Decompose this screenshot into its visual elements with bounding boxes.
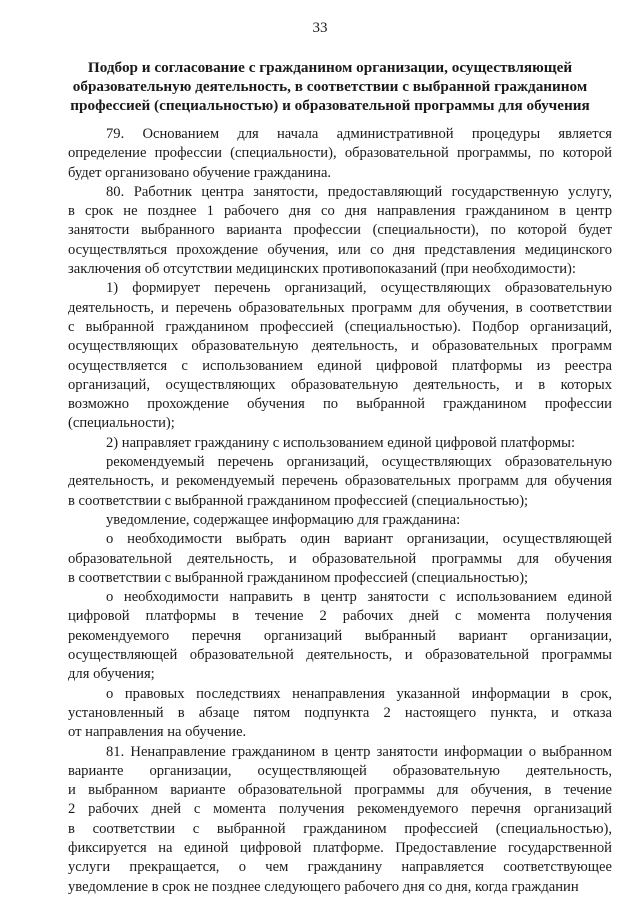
paragraph (68, 588, 612, 684)
paragraph-line: о правовых последствиях ненаправления указанной информации в срок, (106, 685, 612, 702)
paragraph-line: 2) направляет гражданину с использованием единой цифровой платформы: (106, 434, 575, 451)
paragraph-line: определение профессии (специальности), образовательной программы, по которой (68, 145, 612, 162)
paragraph (68, 279, 612, 433)
paragraph (68, 453, 612, 511)
paragraph-line: 1) формирует перечень организаций, осуществляющих образовательную (106, 280, 612, 297)
paragraph-line: будет организовано обучение гражданина. (68, 164, 332, 181)
paragraph (68, 125, 612, 183)
page-number: 33 (312, 20, 328, 36)
paragraph-line: варианте организации, осуществляющей образовательную деятельность, (68, 762, 612, 779)
paragraph-line: деятельность, и перечень образовательных программ для обучения, в соответствии (68, 299, 612, 316)
paragraph (68, 511, 612, 530)
paragraph-line: деятельность, и рекомендуемый перечень образовательных программ для обучения (68, 473, 612, 490)
paragraph-line: (специальности); (68, 415, 175, 432)
paragraph-line: и выбранном варианте образовательной программы для обучения, в течение (68, 782, 612, 799)
paragraph-line: образовательной деятельность, и образовательной программы для обучения (68, 550, 612, 567)
paragraph-line: 81. Ненаправление гражданином в центр занятости информации о выбранном (106, 743, 612, 760)
paragraph-line: 79. Основанием для начала административной процедуры является (106, 126, 612, 142)
paragraph-line: осуществляется с использованием единой цифровой платформы из реестра (68, 357, 612, 374)
paragraph-line: о необходимости направить в центр занятости с использованием единой (106, 589, 612, 606)
paragraph-line: 2 рабочих дней с момента получения рекомендуемого перечня организаций (68, 801, 612, 818)
paragraph-line: организаций, осуществляющих образовательную деятельность, и в которых (68, 376, 612, 393)
paragraph-line: для обучения; (68, 666, 155, 683)
heading-line: образовательную деятельность, в соответствии с выбранной гражданином (72, 78, 588, 95)
paragraph-line: уведомление в срок не позднее следующего рабочего дня со дня, когда гражданин (68, 878, 579, 895)
paragraph-line: с выбранной гражданином профессией (специальностью). Подбор организаций, (68, 318, 612, 335)
paragraph-line: фиксируется на единой цифровой платформе. Предоставление государственной (68, 839, 612, 856)
paragraph-line: в срок не позднее 1 рабочего дня со дня направления гражданином в центр (68, 203, 612, 220)
paragraph-line: в соответствии с выбранной гражданином профессией (специальностью); (68, 492, 529, 509)
body-text (68, 125, 612, 897)
paragraph-line: услуги прекращается, о чем гражданину направляется соответствующее (68, 859, 612, 876)
paragraph-line: возможно прохождение обучения по выбранной гражданином профессии (68, 396, 612, 413)
paragraph-line: осуществляться прохождение обучения, или со дня представления медицинского (68, 241, 612, 258)
paragraph-line: рекомендуемый перечень организаций, осуществляющих образовательную (106, 454, 612, 471)
paragraph-line: о необходимости выбрать один вариант организации, осуществляющей (106, 531, 612, 548)
paragraph-line: в соответствии с выбранной гражданином профессией (специальностью), (68, 820, 612, 837)
paragraph-line: 80. Работник центра занятости, предоставляющий государственную услугу, (106, 183, 612, 200)
paragraph-line: осуществляющих образовательную деятельность, и образовательных программ (68, 338, 612, 355)
paragraph (68, 183, 612, 279)
paragraph-line: осуществляющей образовательной деятельность, и образовательной программы (68, 647, 612, 664)
paragraph-line: заключения об отсутствии медицинских противопоказаний (при необходимости): (68, 261, 576, 278)
heading-line: профессией (специальностью) и образовательной программы для обучения (70, 97, 590, 114)
heading-line: Подбор и согласование с гражданином организации, осуществляющей (87, 59, 573, 76)
paragraph (68, 685, 612, 743)
paragraph-line: рекомендуемого перечня организаций выбранный вариант организации, (68, 627, 612, 644)
paragraph-line: установленный в абзаце пятом подпункта 2 настоящего пункта, и отказа (68, 704, 612, 721)
paragraph-line: от направления на обучение. (68, 724, 247, 741)
paragraph-line: уведомление, содержащее информацию для гражданина: (106, 511, 461, 528)
paragraph (68, 530, 612, 588)
section-heading (50, 58, 610, 115)
paragraph-line: в соответствии с выбранной гражданином профессией (специальностью); (68, 569, 529, 586)
paragraph-line: цифровой платформы в течение 2 рабочих дней с момента получения (68, 608, 612, 625)
paragraph (68, 743, 612, 897)
paragraph (68, 434, 612, 453)
paragraph-line: занятости выбранного варианта профессии (специальности), по которой будет (68, 222, 612, 239)
